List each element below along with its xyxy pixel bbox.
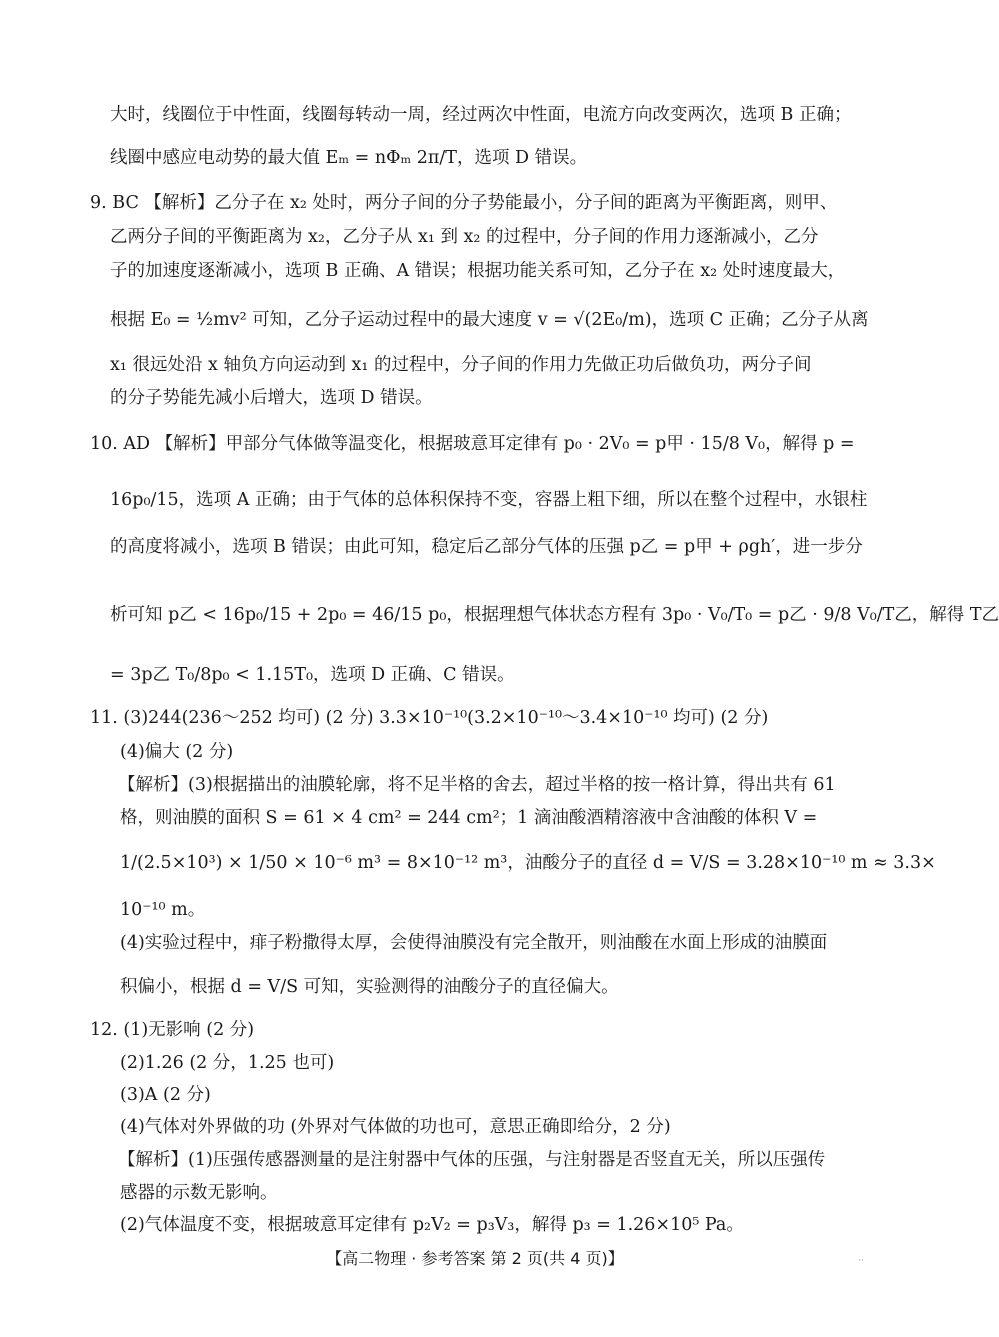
text-line: x₁ 很远处沿 x 轴负方向运动到 x₁ 的过程中，分子间的作用力先做正功后做负功，两分子间: [110, 355, 812, 375]
text-line: (2)气体温度不变，根据玻意耳定律有 p₂V₂ = p₃V₃，解得 p₃ = 1.26×10⁵ Pa。: [120, 1215, 744, 1235]
text-line: 析可知 p乙 < 16p₀/15 + 2p₀ = 46/15 p₀，根据理想气体状态方程有 3p₀ · V₀/T₀ = p乙 · 9/8 V₀/T乙，解得 T乙: [110, 605, 999, 625]
text-line: 16p₀/15，选项 A 正确；由于气体的总体积保持不变，容器上粗下细，所以在整个过程中，水银柱: [110, 490, 868, 510]
text-line: (3)A (2 分): [120, 1085, 211, 1105]
text-line: 乙两分子间的平衡距离为 x₂，乙分子从 x₁ 到 x₂ 的过程中，分子间的作用力逐渐减小，乙分: [110, 227, 819, 247]
text-line: 积偏小，根据 d = V/S 可知，实验测得的油酸分子的直径偏大。: [120, 977, 619, 997]
text-line: 10. AD 【解析】甲部分气体做等温变化，根据玻意耳定律有 p₀ · 2V₀ = p甲 · 15/8 V₀，解得 p =: [90, 434, 855, 454]
text-line: (4)气体对外界做的功 (外界对气体做的功也可，意思正确即给分，2 分): [120, 1117, 671, 1137]
text-line: 大时，线圈位于中性面，线圈每转动一周，经过两次中性面，电流方向改变两次，选项 B 正确；: [110, 105, 852, 125]
text-line: 【解析】(1)压强传感器测量的是注射器中气体的压强，与注射器是否竖直无关，所以压强传: [118, 1150, 826, 1170]
text-line: 线圈中感应电动势的最大值 Eₘ = nΦₘ 2π/T，选项 D 错误。: [110, 148, 588, 168]
text-line: 10⁻¹⁰ m。: [120, 900, 206, 920]
corner-mark: ··: [858, 1256, 864, 1266]
text-line: 的高度将减小，选项 B 错误；由此可知，稳定后乙部分气体的压强 p乙 = p甲 + ρgh′，进一步分: [110, 537, 863, 557]
text-line: 根据 E₀ = ½mv² 可知，乙分子运动过程中的最大速度 v = √(2E₀/m)，选项 C 正确；乙分子从离: [110, 310, 869, 330]
text-line: 格，则油膜的面积 S = 61 × 4 cm² = 244 cm²；1 滴油酸酒精溶液中含油酸的体积 V =: [120, 808, 818, 828]
text-line: 感器的示数无影响。: [120, 1183, 278, 1203]
page-footer: 【高二物理 · 参考答案 第 2 页(共 4 页)】: [326, 1249, 624, 1268]
text-line: 子的加速度逐渐减小，选项 B 正确、A 错误；根据功能关系可知，乙分子在 x₂ 处时速度最大，: [110, 261, 846, 281]
text-line: 1/(2.5×10³) × 1/50 × 10⁻⁶ m³ = 8×10⁻¹² m³，油酸分子的直径 d = V/S = 3.28×10⁻¹⁰ m ≈ 3.3×: [120, 853, 936, 873]
text-line: 11. (3)244(236～252 均可) (2 分) 3.3×10⁻¹⁰(3.2×10⁻¹⁰～3.4×10⁻¹⁰ 均可) (2 分): [90, 708, 769, 728]
text-line: 12. (1)无影响 (2 分): [90, 1020, 255, 1040]
text-line: 【解析】(3)根据描出的油膜轮廓，将不足半格的舍去，超过半格的按一格计算，得出共有 61: [118, 775, 836, 795]
text-line: 的分子势能先减小后增大，选项 D 错误。: [110, 388, 433, 408]
text-line: (4)偏大 (2 分): [120, 742, 234, 762]
text-line: = 3p乙 T₀/8p₀ < 1.15T₀，选项 D 正确、C 错误。: [110, 665, 515, 685]
text-line: (2)1.26 (2 分，1.25 也可): [120, 1053, 335, 1073]
text-line: 9. BC 【解析】乙分子在 x₂ 处时，两分子间的分子势能最小，分子间的距离为平衡距离，则甲、: [90, 193, 838, 213]
text-line: (4)实验过程中，痱子粉撒得太厚，会使得油膜没有完全散开，则油酸在水面上形成的油膜面: [120, 933, 828, 953]
